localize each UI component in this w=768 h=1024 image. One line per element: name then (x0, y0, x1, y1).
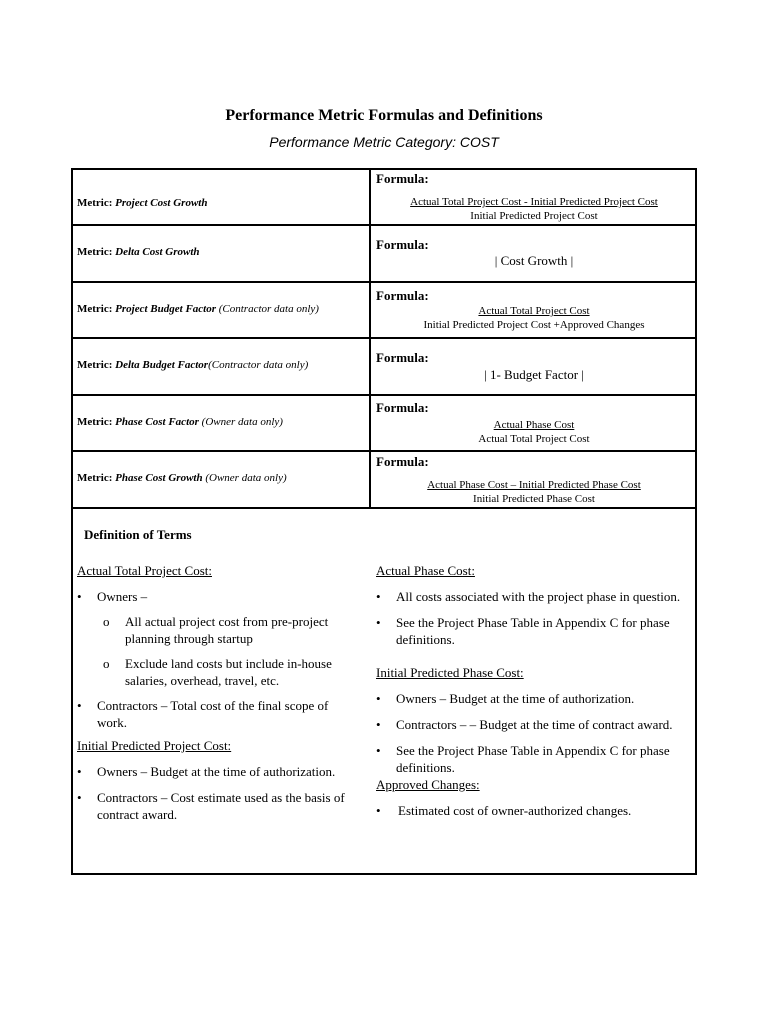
list-item-text: Contractors – – Budget at the time of contract award. (396, 717, 673, 732)
metric-cell (77, 303, 367, 315)
formula-label: Formula: (376, 454, 429, 469)
formula-fraction (371, 478, 697, 506)
section-title: Actual Total Project Cost: (77, 563, 212, 578)
metric-note: (Owner data only) (201, 416, 283, 428)
metric-cell (77, 197, 367, 209)
row-divider (71, 224, 697, 226)
sub-list-item (77, 613, 357, 647)
metric-name: Phase Cost Growth (115, 472, 203, 484)
formula-expression (371, 368, 697, 383)
circle-bullet-icon: o (103, 614, 110, 629)
formula-label: Formula: (376, 288, 429, 303)
list-item-text: Owners – Budget at the time of authorization. (97, 764, 336, 779)
formula-fraction (371, 304, 697, 332)
section-title: Approved Changes: (376, 777, 480, 792)
formula-denominator: Initial Predicted Project Cost (470, 210, 598, 222)
list-item (376, 588, 686, 605)
bullet-icon: • (376, 743, 381, 758)
formula-denominator: Actual Total Project Cost (478, 433, 590, 445)
bullet-icon: • (376, 691, 381, 706)
formula-fraction (371, 195, 697, 223)
definitions-right-column (376, 562, 686, 819)
formula-label: Formula: (376, 171, 429, 186)
list-item-text: See the Project Phase Table in Appendix C for phase definitions. (396, 615, 670, 647)
formula-numerator: Actual Total Project Cost (478, 305, 590, 317)
list-item (376, 742, 686, 776)
bullet-icon: • (77, 698, 82, 713)
circle-bullet-icon: o (103, 656, 110, 671)
row-divider (71, 450, 697, 452)
formula-denominator: Initial Predicted Phase Cost (473, 493, 595, 505)
page-title: Performance Metric Formulas and Definitions (225, 107, 543, 124)
list-item (376, 614, 686, 648)
list-item (376, 802, 686, 819)
bullet-icon: • (376, 589, 381, 604)
list-item (376, 690, 686, 707)
formula-label: Formula: (376, 237, 429, 252)
metric-name: Delta Cost Growth (115, 246, 200, 258)
formula-numerator: Actual Phase Cost – Initial Predicted Phase Cost (427, 479, 641, 491)
list-item-text: Contractors – Total cost of the final scope of work. (97, 698, 329, 730)
formula-numerator: Actual Phase Cost (493, 419, 575, 431)
bullet-icon: • (376, 803, 381, 818)
formula-text: | 1- Budget Factor | (484, 367, 584, 382)
bullet-icon: • (77, 790, 82, 805)
list-item-text: Owners – (97, 589, 148, 604)
metric-name: Project Cost Growth (115, 197, 208, 209)
metric-note: (Owner data only) (205, 472, 287, 484)
formula-numerator: Actual Total Project Cost - Initial Predicted Project Cost (410, 196, 658, 208)
formula-expression (371, 254, 697, 269)
list-item-text: Exclude land costs but include in-house salaries, overhead, travel, etc. (125, 656, 332, 688)
row-divider (71, 281, 697, 283)
row-divider (71, 337, 697, 339)
metric-label: Metric: (77, 246, 113, 258)
list-item-text: Owners – Budget at the time of authorization. (396, 691, 635, 706)
formula-text: | Cost Growth | (494, 253, 574, 268)
sub-list-item (77, 655, 357, 689)
metric-name: Phase Cost Factor (115, 416, 199, 428)
formula-label: Formula: (376, 400, 429, 415)
bullet-icon: • (77, 764, 82, 779)
section-title: Initial Predicted Phase Cost: (376, 665, 524, 680)
section-title: Initial Predicted Project Cost: (77, 738, 232, 753)
formula-fraction (371, 418, 697, 446)
metric-label: Metric: (77, 472, 113, 484)
bullet-icon: • (376, 615, 381, 630)
metric-cell (77, 246, 367, 258)
formula-denominator: Initial Predicted Project Cost +Approved Changes (423, 319, 645, 331)
list-item (77, 588, 357, 605)
metric-note: (Contractor data only) (218, 303, 319, 315)
list-item-text: Contractors – Cost estimate used as the basis of contract award. (97, 790, 345, 822)
metric-label: Metric: (77, 359, 113, 371)
list-item (376, 716, 686, 733)
metric-name: Delta Budget Factor (115, 359, 209, 371)
bullet-icon: • (77, 589, 82, 604)
metric-name: Project Budget Factor (115, 303, 216, 315)
list-item (77, 697, 357, 731)
metric-label: Metric: (77, 303, 113, 315)
list-item-text: See the Project Phase Table in Appendix C for phase definitions. (396, 743, 670, 775)
row-divider (71, 507, 697, 509)
metric-cell (77, 472, 367, 484)
list-item (77, 789, 357, 823)
metric-cell (77, 416, 367, 428)
row-divider (71, 394, 697, 396)
definitions-heading: Definition of Terms (84, 527, 192, 542)
metric-label: Metric: (77, 197, 113, 209)
metric-cell (77, 359, 367, 371)
section-title: Actual Phase Cost: (376, 563, 475, 578)
definitions-left-column (77, 562, 357, 823)
bullet-icon: • (376, 717, 381, 732)
list-item-text: Estimated cost of owner-authorized changes. (398, 803, 632, 818)
formula-label: Formula: (376, 350, 429, 365)
page-subtitle: Performance Metric Category: COST (269, 134, 499, 150)
metric-note: (Contractor data only) (208, 359, 309, 371)
list-item (77, 763, 357, 780)
metric-label: Metric: (77, 416, 113, 428)
list-item-text: All actual project cost from pre-project planning through startup (125, 614, 329, 646)
list-item-text: All costs associated with the project phase in question. (396, 589, 681, 604)
